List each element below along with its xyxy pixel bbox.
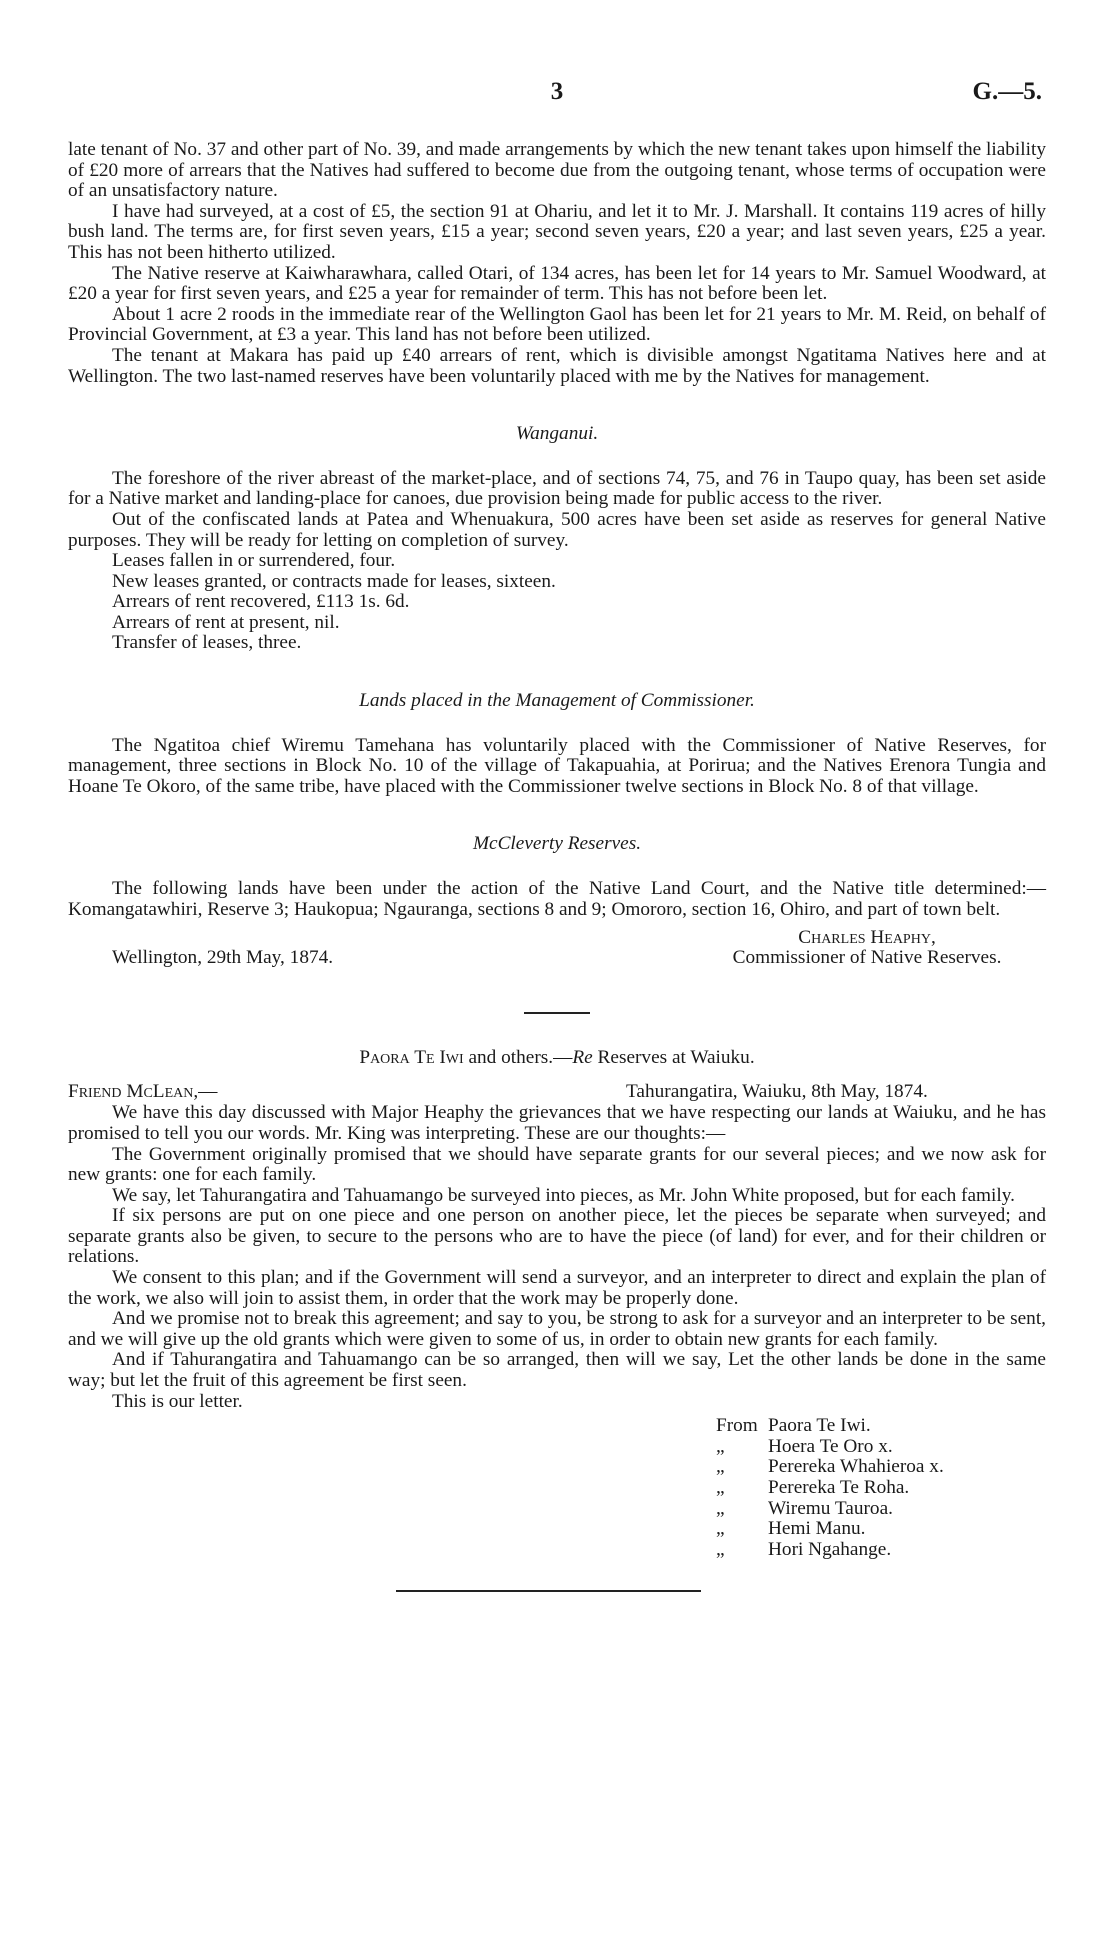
letter-title-name: Paora Te Iwi xyxy=(359,1046,464,1068)
letter-paragraph: We consent to this plan; and if the Government will send a surveyor, and an interpreter to direct and explain the plan of the work, we also will join to assist them, in order that the work may be properly done. xyxy=(68,1267,1046,1309)
letter-paragraph: And if Tahurangatira and Tahuamango can be so arranged, then will we say, Let the other lands be done in the same way; but let the fruit of this agreement be first seen. xyxy=(68,1349,1046,1392)
intro-paragraph-1: late tenant of No. 37 and other part of No. 39, and made arrangements by which the new tenant takes upon himself the liability of £20 more of arrears that the Natives had suffered to become due from the outgoing tenant, whose terms of occupation were of an unsatisfactory nature. xyxy=(68,139,1046,202)
signer-name: Paora Te Iwi. xyxy=(768,1415,871,1437)
wanganui-paragraph: Out of the confiscated lands at Patea and Whenuakura, 500 acres have been set aside as reserves for general Native purposes. They will be ready for letting on completion of survey. xyxy=(68,508,1046,551)
wanganui-paragraph: The foreshore of the river abreast of the market-place, and of sections 74, 75, and 76 in Taupo quay, has been set aside for a Native market and landing-place for canoes, due provision being made for public access to the river. xyxy=(68,467,1046,510)
wanganui-list-item: Leases fallen in or surrendered, four. xyxy=(112,550,396,572)
letter-title xyxy=(68,1048,1046,1069)
letter-paragraph: We say, let Tahurangatira and Tahuamango be surveyed into pieces, as Mr. John White proposed, but for each family. xyxy=(112,1184,1015,1206)
letter-title-mid: and others.— xyxy=(463,1046,573,1068)
wanganui-list-item: Transfer of leases, three. xyxy=(112,632,302,654)
page-body xyxy=(68,140,1046,1592)
signer-row xyxy=(716,1437,1046,1458)
signer-row xyxy=(716,1499,1046,1520)
signer-prefix: „ xyxy=(716,1435,725,1457)
signer-name: Hemi Manu. xyxy=(768,1518,866,1540)
closing-rule xyxy=(396,1590,701,1592)
letter-salutation: Friend McLean,— xyxy=(68,1081,218,1103)
signature-block xyxy=(68,928,1046,972)
letter-place-date: Tahurangatira, Waiuku, 8th May, 1874. xyxy=(626,1081,928,1103)
commissioner-lands-paragraph: The Ngatitoa chief Wiremu Tamehana has voluntarily placed with the Commissioner of Native Reserves, for management, three sections in Block No. 10 of the village of Takapuahia, at Porirua; and the Natives Erenora Tungia and Hoane Te Okoro, of the same tribe, have placed with the Commissioner twelve sections in Block No. 8 of that village. xyxy=(68,734,1046,797)
signer-prefix: From xyxy=(716,1415,758,1437)
signer-row xyxy=(716,1540,1046,1561)
mccleverty-paragraph: The following lands have been under the action of the Native Land Court, and the Native title determined:—Komangatawhiri, Reserve 3; Haukopua; Ngauranga, sections 8 and 9; Omororo, section 16, Ohiro, and part of town belt. xyxy=(68,878,1046,920)
letter-paragraph: If six persons are put on one piece and one person on another piece, let the pieces be separate when surveyed; and separate grants also be given, to secure to the persons who are to have the piece (of land) for ever, and for their children or relations. xyxy=(68,1205,1046,1268)
letter-title-re: Re xyxy=(572,1046,593,1068)
signer-row xyxy=(716,1416,1046,1437)
signer-row xyxy=(716,1478,1046,1499)
signer-name: Wiremu Tauroa. xyxy=(768,1497,893,1519)
letter-paragraph: The Government originally promised that we should have separate grants for our several pieces; and we now ask for new grants: one for each family. xyxy=(68,1143,1046,1186)
signature-place-date: Wellington, 29th May, 1874. xyxy=(112,947,334,969)
signer-row xyxy=(716,1457,1046,1478)
signature-name: Charles Heaphy, xyxy=(798,927,936,949)
signature-title: Commissioner of Native Reserves. xyxy=(732,947,1002,969)
signer-prefix: „ xyxy=(716,1518,725,1540)
wanganui-list-item: Arrears of rent at present, nil. xyxy=(112,611,340,633)
intro-paragraph-5: The tenant at Makara has paid up £40 arrears of rent, which is divisible amongst Ngatitama Natives here and at Wellington. The two last-named reserves have been voluntarily placed with me by the Natives for management. xyxy=(68,344,1046,387)
signer-prefix: „ xyxy=(716,1477,725,1498)
letter-paragraph: And we promise not to break this agreement; and say to you, be strong to ask for a surveyor and an interpreter to be sent, and we will give up the old grants which were given to some of us, in order to obtain new grants for each family. xyxy=(68,1308,1046,1350)
intro-paragraph-2: I have had surveyed, at a cost of £5, the section 91 at Ohariu, and let it to Mr. J. Marshall. It contains 119 acres of hilly bush land. The terms are, for first seven years, £15 a year; second seven years, £20 a year; and last seven years, £25 a year. This has not been hitherto utilized. xyxy=(68,200,1046,263)
intro-paragraph-3: The Native reserve at Kaiwharawhara, called Otari, of 134 acres, has been let for 14 years to Mr. Samuel Woodward, at £20 a year for first seven years, and £25 a year for remainder of term. This has not before been let. xyxy=(68,262,1046,305)
wanganui-list-item: New leases granted, or contracts made for leases, sixteen. xyxy=(112,570,556,592)
signer-name: Hoera Te Oro x. xyxy=(768,1435,893,1457)
letter-greeting xyxy=(68,1082,1046,1103)
signer-name: Perereka Whahieroa x. xyxy=(768,1456,944,1478)
signer-prefix: „ xyxy=(716,1538,725,1560)
signer-row xyxy=(716,1519,1046,1540)
letter-signers xyxy=(716,1416,1046,1560)
signer-prefix: „ xyxy=(716,1456,725,1478)
wanganui-heading: Wanganui. xyxy=(515,423,599,445)
page-number: 3 xyxy=(550,78,564,105)
signer-name: Perereka Te Roha. xyxy=(768,1477,910,1498)
wanganui-list-item: Arrears of rent recovered, £113 1s. 6d. xyxy=(112,591,410,613)
letter-title-rest: Reserves at Waiuku. xyxy=(592,1046,755,1068)
section-divider xyxy=(524,1012,590,1014)
letter-paragraph: This is our letter. xyxy=(112,1390,243,1412)
mccleverty-heading: McCleverty Reserves. xyxy=(472,833,642,855)
document-code: G.—5. xyxy=(972,78,1042,105)
signer-prefix: „ xyxy=(716,1497,725,1519)
intro-paragraph-4: About 1 acre 2 roods in the immediate rear of the Wellington Gaol has been let for 21 years to Mr. M. Reid, on behalf of Provincial Government, at £3 a year. This land has not before been utilized. xyxy=(68,303,1046,346)
commissioner-lands-heading: Lands placed in the Management of Commissioner. xyxy=(359,690,755,712)
signer-name: Hori Ngahange. xyxy=(768,1538,892,1560)
letter-paragraph: We have this day discussed with Major Heaphy the grievances that we have respecting our lands at Waiuku, and he has promised to tell you our words. Mr. King was interpreting. These are our thoughts:— xyxy=(68,1102,1046,1144)
